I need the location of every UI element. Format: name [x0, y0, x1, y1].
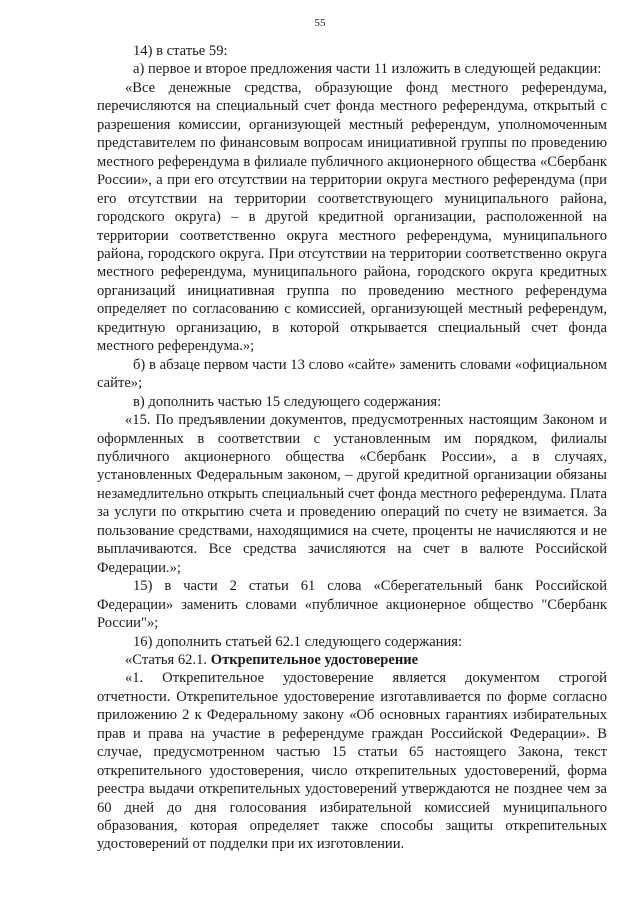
article-heading-prefix: «Статья 62.1. [125, 651, 211, 668]
paragraph-subitem-b: б) в абзаце первом части 13 слово «сайте» заменить словами «официальном сайте»; [97, 356, 607, 392]
paragraph-item-14: 14) в статье 59: [133, 43, 228, 59]
paragraph-quote-part-11: «Все денежные средства, образующие фонд местного референдума, перечисляются на специальный счет фонда местного референдума, открытый с разрешения комиссии, организующей местный референдум, уполномоченным представителем по финансовым вопросам инициативной группы по проведению местного референдума в филиале публичного акционерного общества «Сбербанк России», а при его отсутствии на территории округа местного референдума (при его отсутствии на территории соответствующего муниципального района, городского округа) – в другой кредитной организации, расположенной на территории соответственно округа местного референдума, муниципального района, городского округа. При отсутствии на территории соответственно округа местного референдума, муниципального района, городского округа кредитных организаций инициативная группа по проведению местного референдума определяет по согласованию с комиссией, организующей местный референдум, кредитную организацию, в которой открывается специальный счет фонда местного референдума.»; [97, 79, 607, 355]
paragraph-item-16: 16) дополнить статьей 62.1 следующего содержания: [133, 633, 463, 650]
page-number: 55 [314, 17, 326, 29]
article-heading-title: Открепительное удостоверение [210, 651, 419, 668]
document-body [97, 42, 607, 854]
paragraph-quote-part-15: «15. По предъявлении документов, предусмотренных настоящим Законом и оформленных в соответствии с установленным им порядком, филиалы публичного акционерного общества «Сбербанк России», а в случаях, установленных Федеральным законом, – другой кредитной организации обязаны незамедлительно открыть специальный счет фонда местного референдума. Плата за услуги по открытию счета и проведению операций по счету не взимается. За пользование средствами, находящимися на счете, проценты не начисляются и не выплачиваются. Все средства зачисляются на счет в валюте Российской Федерации.»; [97, 412, 607, 576]
paragraph-item-15: 15) в части 2 статьи 61 слова «Сберегательный банк Российской Федерации» заменить словами «публичное акционерное общество "Сбербанк России"»; [97, 578, 607, 632]
paragraph-subitem-a: а) первое и второе предложения части 11 изложить в следующей редакции: [133, 61, 602, 78]
paragraph-subitem-v: в) дополнить частью 15 следующего содержания: [133, 393, 442, 410]
paragraph-article-part-1: «1. Открепительное удостоверение является документом строгой отчетности. Открепительное удостоверение изготавливается по форме согласно приложению 2 к Федеральному закону «Об основных гарантиях избирательных прав и права на участие в референдуме граждан Российской Федерации». В случае, предусмотренном частью 15 статьи 65 настоящего Закона, текст открепительного удостоверения, число открепительных удостоверений, форма реестра выдачи открепительных удостоверений утверждаются не позднее чем за 60 дней до дня голосования избирательной комиссией муниципального образования, которая определяет также способы защиты открепительных удостоверений от подделки при их изготовлении. [97, 670, 607, 853]
article-heading [97, 651, 607, 669]
